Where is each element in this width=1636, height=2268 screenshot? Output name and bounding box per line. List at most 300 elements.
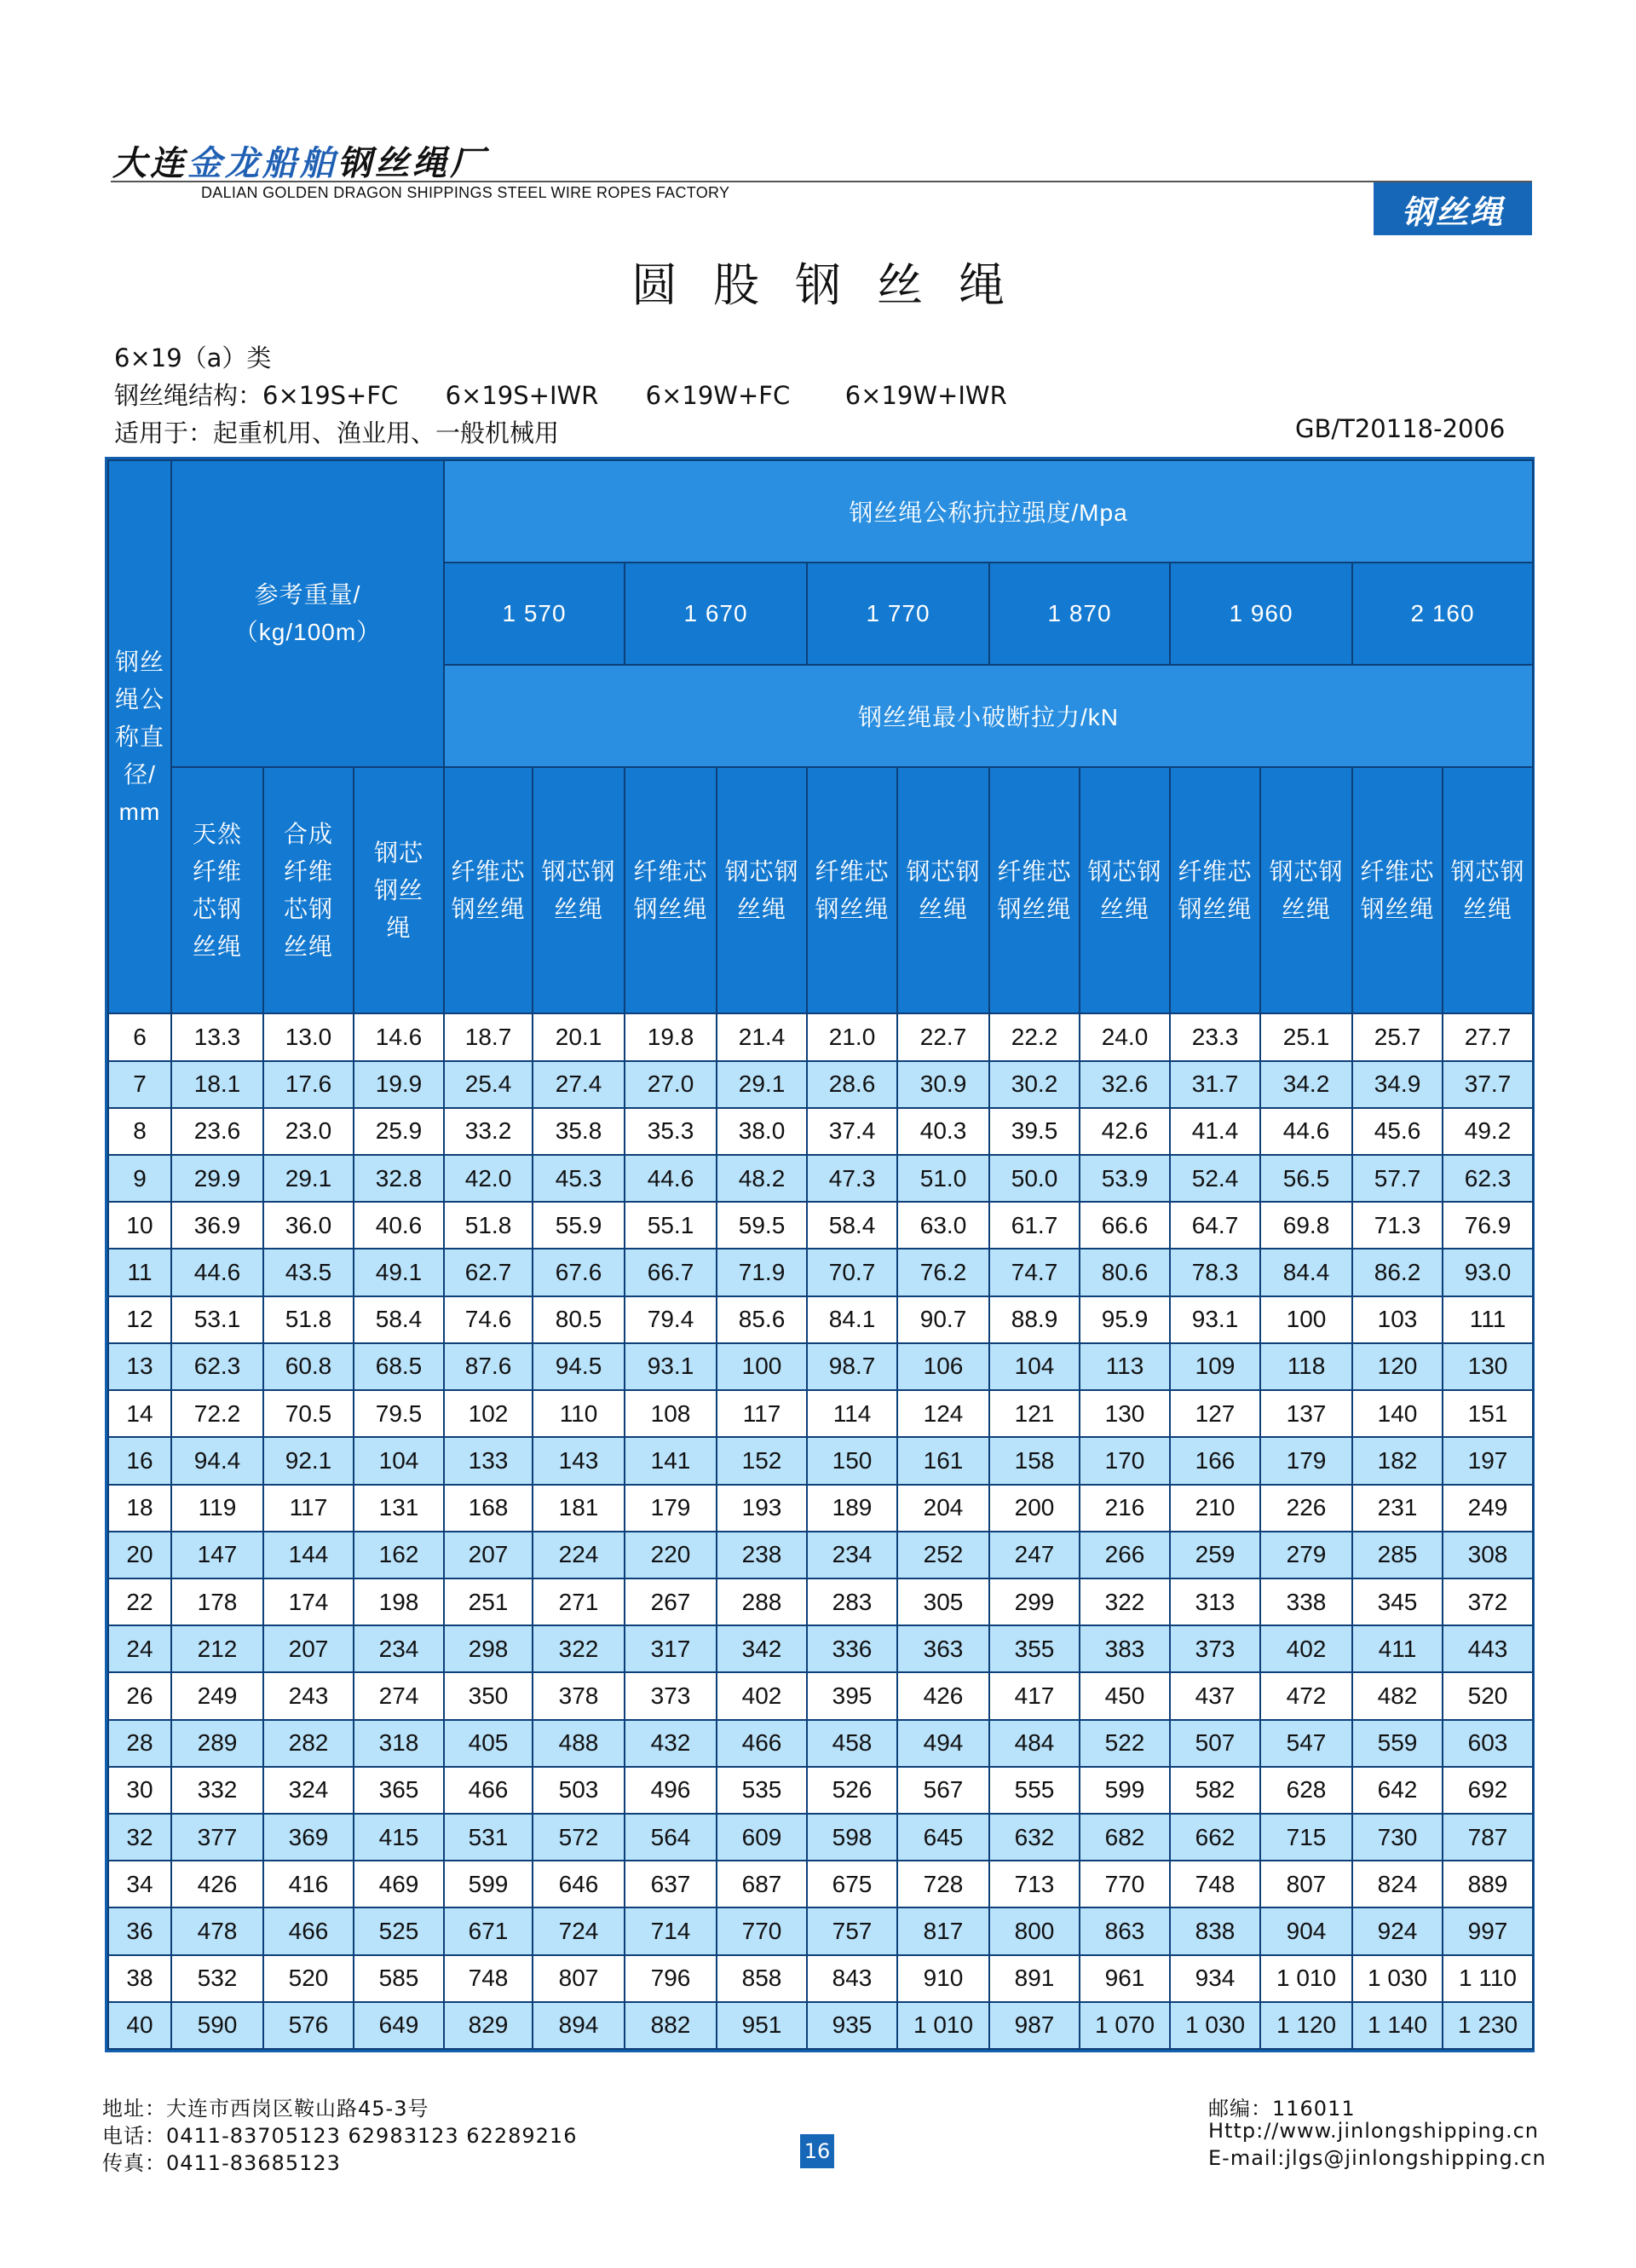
table-cell: 98.7 (807, 1343, 897, 1390)
table-cell: 39.5 (989, 1108, 1080, 1155)
table-cell: 243 (263, 1672, 354, 1719)
table-cell: 71.3 (1352, 1202, 1443, 1249)
table-cell: 488 (533, 1720, 625, 1767)
table-cell: 377 (171, 1814, 263, 1861)
table-cell: 961 (1080, 1955, 1170, 2002)
table-cell: 313 (1170, 1578, 1260, 1625)
table-cell: 40.3 (897, 1108, 989, 1155)
table-cell: 27.0 (625, 1061, 717, 1108)
table-cell: 405 (444, 1720, 533, 1767)
table-cell: 147 (171, 1532, 263, 1578)
table-cell: 599 (444, 1861, 533, 1907)
table-cell: 748 (444, 1955, 533, 2002)
table-cell: 41.4 (1170, 1108, 1260, 1155)
table-cell: 730 (1352, 1814, 1443, 1861)
table-cell: 60.8 (263, 1343, 354, 1390)
table-cell: 671 (444, 1907, 533, 1954)
table-cell: 150 (807, 1437, 897, 1484)
rope-category: 6×19（a）类 (114, 343, 272, 372)
table-cell: 336 (807, 1625, 897, 1672)
table-cell: 18.7 (444, 1013, 533, 1060)
table-cell: 144 (263, 1532, 354, 1578)
diameter-cell: 9 (108, 1155, 171, 1202)
spec-table (105, 457, 1535, 2052)
table-cell: 363 (897, 1625, 989, 1672)
table-cell: 402 (717, 1672, 807, 1719)
table-cell: 58.4 (354, 1296, 444, 1343)
table-cell: 189 (807, 1485, 897, 1532)
table-cell: 21.4 (717, 1013, 807, 1060)
diameter-cell: 40 (108, 2002, 171, 2049)
diameter-cell: 18 (108, 1485, 171, 1532)
table-cell: 863 (1080, 1907, 1170, 1954)
table-cell: 378 (533, 1672, 625, 1719)
table-cell: 234 (807, 1532, 897, 1578)
table-cell: 88.9 (989, 1296, 1080, 1343)
table-cell: 829 (444, 2002, 533, 2049)
header-fiber-core: 纤维芯钢丝绳 (989, 767, 1080, 1013)
table-cell: 603 (1443, 1720, 1533, 1767)
table-cell: 94.4 (171, 1437, 263, 1484)
header-fiber-core: 纤维芯钢丝绳 (625, 767, 717, 1013)
table-cell: 179 (625, 1485, 717, 1532)
table-cell: 17.6 (263, 1061, 354, 1108)
table-cell: 271 (533, 1578, 625, 1625)
table-cell: 45.3 (533, 1155, 625, 1202)
table-cell: 426 (897, 1672, 989, 1719)
table-cell: 70.7 (807, 1249, 897, 1296)
table-cell: 76.9 (1443, 1202, 1533, 1249)
table-cell: 637 (625, 1861, 717, 1907)
table-cell: 20.1 (533, 1013, 625, 1060)
table-cell: 93.0 (1443, 1249, 1533, 1296)
diameter-cell: 24 (108, 1625, 171, 1672)
brand-name-en: DALIAN GOLDEN DRAGON SHIPPINGS STEEL WIRE ROPES FACTORY (201, 184, 730, 201)
table-cell: 13.3 (171, 1013, 263, 1060)
table-cell: 44.6 (171, 1249, 263, 1296)
diameter-cell: 10 (108, 1202, 171, 1249)
table-cell: 64.7 (1170, 1202, 1260, 1249)
table-cell: 29.1 (263, 1155, 354, 1202)
table-cell: 108 (625, 1390, 717, 1437)
table-cell: 484 (989, 1720, 1080, 1767)
table-cell: 289 (171, 1720, 263, 1767)
table-cell: 282 (263, 1720, 354, 1767)
table-cell: 58.4 (807, 1202, 897, 1249)
header-strength: 钢丝绳公称抗拉强度/Mpa (444, 460, 1533, 563)
table-cell: 87.6 (444, 1343, 533, 1390)
table-cell: 62.3 (1443, 1155, 1533, 1202)
table-cell: 127 (1170, 1390, 1260, 1437)
table-cell: 86.2 (1352, 1249, 1443, 1296)
table-cell: 100 (1260, 1296, 1352, 1343)
table-cell: 526 (807, 1767, 897, 1814)
table-cell: 66.7 (625, 1249, 717, 1296)
table-cell: 23.3 (1170, 1013, 1260, 1060)
table-cell: 1 010 (897, 2002, 989, 2049)
table-cell: 687 (717, 1861, 807, 1907)
table-cell: 25.4 (444, 1061, 533, 1108)
table-cell: 1 120 (1260, 2002, 1352, 2049)
table-cell: 987 (989, 2002, 1080, 2049)
brand-city: 大连 (112, 144, 187, 183)
table-cell: 35.8 (533, 1108, 625, 1155)
table-row (108, 1907, 1533, 1954)
table-cell: 402 (1260, 1625, 1352, 1672)
table-cell: 1 030 (1170, 2002, 1260, 2049)
table-cell: 951 (717, 2002, 807, 2049)
table-cell: 395 (807, 1672, 897, 1719)
brand-factory: 钢丝绳厂 (337, 144, 487, 183)
table-cell: 55.1 (625, 1202, 717, 1249)
table-cell: 520 (263, 1955, 354, 2002)
table-cell: 372 (1443, 1578, 1533, 1625)
table-cell: 21.0 (807, 1013, 897, 1060)
table-cell: 76.2 (897, 1249, 989, 1296)
table-cell: 894 (533, 2002, 625, 2049)
table-cell: 109 (1170, 1343, 1260, 1390)
table-cell: 934 (1170, 1955, 1260, 2002)
footer-postcode: 邮编：116011 (1208, 2097, 1356, 2121)
table-cell: 715 (1260, 1814, 1352, 1861)
header-fiber-core: 纤维芯钢丝绳 (807, 767, 897, 1013)
table-cell: 37.4 (807, 1108, 897, 1155)
table-row (108, 1296, 1533, 1343)
table-cell: 824 (1352, 1861, 1443, 1907)
header-grade: 1 960 (1170, 563, 1352, 665)
table-cell: 141 (625, 1437, 717, 1484)
footer-fax: 传真：0411-83685123 (102, 2151, 341, 2175)
table-cell: 25.1 (1260, 1013, 1352, 1060)
table-cell: 432 (625, 1720, 717, 1767)
table-cell: 181 (533, 1485, 625, 1532)
table-cell: 162 (354, 1532, 444, 1578)
table-cell: 466 (717, 1720, 807, 1767)
table-cell: 31.7 (1170, 1061, 1260, 1108)
table-cell: 130 (1443, 1343, 1533, 1390)
table-cell: 57.7 (1352, 1155, 1443, 1202)
table-cell: 469 (354, 1861, 444, 1907)
table-row (108, 1625, 1533, 1672)
table-row (108, 1249, 1533, 1296)
table-cell: 51.8 (263, 1296, 354, 1343)
table-cell: 889 (1443, 1861, 1533, 1907)
table-cell: 724 (533, 1907, 625, 1954)
table-cell: 496 (625, 1767, 717, 1814)
table-cell: 168 (444, 1485, 533, 1532)
table-cell: 158 (989, 1437, 1080, 1484)
table-cell: 507 (1170, 1720, 1260, 1767)
table-cell: 182 (1352, 1437, 1443, 1484)
header-breaking-force: 钢丝绳最小破断拉力/kN (444, 665, 1533, 767)
footer-phone: 电话：0411-83705123 62983123 62289216 (102, 2124, 578, 2148)
table-cell: 56.5 (1260, 1155, 1352, 1202)
table-cell: 838 (1170, 1907, 1260, 1954)
table-cell: 1 110 (1443, 1955, 1533, 2002)
table-cell: 166 (1170, 1437, 1260, 1484)
table-cell: 32.8 (354, 1155, 444, 1202)
table-cell: 322 (533, 1625, 625, 1672)
header-natural-fiber-core: 天然纤维芯钢丝绳 (171, 767, 263, 1013)
table-cell: 757 (807, 1907, 897, 1954)
table-cell: 283 (807, 1578, 897, 1625)
table-cell: 713 (989, 1861, 1080, 1907)
table-cell: 117 (717, 1390, 807, 1437)
table-row (108, 2002, 1533, 2049)
table-cell: 197 (1443, 1437, 1533, 1484)
table-cell: 40.6 (354, 1202, 444, 1249)
table-cell: 67.6 (533, 1249, 625, 1296)
diameter-cell: 28 (108, 1720, 171, 1767)
table-cell: 503 (533, 1767, 625, 1814)
table-cell: 124 (897, 1390, 989, 1437)
table-cell: 628 (1260, 1767, 1352, 1814)
table-cell: 92.1 (263, 1437, 354, 1484)
table-cell: 161 (897, 1437, 989, 1484)
diameter-cell: 12 (108, 1296, 171, 1343)
table-cell: 79.4 (625, 1296, 717, 1343)
table-cell: 590 (171, 2002, 263, 2049)
table-cell: 78.3 (1170, 1249, 1260, 1296)
table-cell: 143 (533, 1437, 625, 1484)
table-cell: 62.3 (171, 1343, 263, 1390)
header-steel-core: 钢芯钢丝绳 (1080, 767, 1170, 1013)
table-cell: 365 (354, 1767, 444, 1814)
table-cell: 43.5 (263, 1249, 354, 1296)
header-fiber-core: 纤维芯钢丝绳 (1170, 767, 1260, 1013)
header-grade: 1 670 (625, 563, 807, 665)
diameter-cell: 14 (108, 1390, 171, 1437)
table-cell: 924 (1352, 1907, 1443, 1954)
table-cell: 32.6 (1080, 1061, 1170, 1108)
table-cell: 675 (807, 1861, 897, 1907)
table-cell: 342 (717, 1625, 807, 1672)
table-cell: 50.0 (989, 1155, 1080, 1202)
table-cell: 210 (1170, 1485, 1260, 1532)
table-cell: 49.1 (354, 1249, 444, 1296)
table-cell: 59.5 (717, 1202, 807, 1249)
table-cell: 416 (263, 1861, 354, 1907)
header-grade: 2 160 (1352, 563, 1533, 665)
table-cell: 104 (354, 1437, 444, 1484)
table-cell: 383 (1080, 1625, 1170, 1672)
table-cell: 997 (1443, 1907, 1533, 1954)
table-cell: 1 070 (1080, 2002, 1170, 2049)
table-cell: 44.6 (1260, 1108, 1352, 1155)
table-row (108, 1720, 1533, 1767)
table-cell: 35.3 (625, 1108, 717, 1155)
table-cell: 249 (171, 1672, 263, 1719)
header-rule (111, 181, 1532, 182)
diameter-cell: 38 (108, 1955, 171, 2002)
table-cell: 234 (354, 1625, 444, 1672)
table-cell: 72.2 (171, 1390, 263, 1437)
table-cell: 120 (1352, 1343, 1443, 1390)
table-cell: 140 (1352, 1390, 1443, 1437)
table-cell: 796 (625, 1955, 717, 2002)
table-row (108, 1532, 1533, 1578)
header-steel-core: 钢芯钢丝绳 (1260, 767, 1352, 1013)
table-cell: 520 (1443, 1672, 1533, 1719)
table-cell: 748 (1170, 1861, 1260, 1907)
table-cell: 28.6 (807, 1061, 897, 1108)
table-row (108, 1108, 1533, 1155)
table-cell: 645 (897, 1814, 989, 1861)
diameter-cell: 11 (108, 1249, 171, 1296)
table-cell: 103 (1352, 1296, 1443, 1343)
table-cell: 38.0 (717, 1108, 807, 1155)
table-cell: 525 (354, 1907, 444, 1954)
standard-code: GB/T20118-2006 (1295, 414, 1506, 443)
table-cell: 53.9 (1080, 1155, 1170, 1202)
table-cell: 1 010 (1260, 1955, 1352, 2002)
rope-structure: 钢丝绳结构：6×19S+FC 6×19S+IWR 6×19W+FC 6×19W+IWR (114, 381, 1007, 410)
table-cell: 53.1 (171, 1296, 263, 1343)
table-cell: 332 (171, 1767, 263, 1814)
table-cell: 535 (717, 1767, 807, 1814)
table-cell: 71.9 (717, 1249, 807, 1296)
table-cell: 27.4 (533, 1061, 625, 1108)
table-row (108, 1814, 1533, 1861)
header-fiber-core: 纤维芯钢丝绳 (444, 767, 533, 1013)
table-cell: 23.0 (263, 1108, 354, 1155)
brand-highlight: 金龙船舶 (187, 144, 337, 183)
table-cell: 216 (1080, 1485, 1170, 1532)
header-fiber-core: 纤维芯钢丝绳 (1352, 767, 1443, 1013)
page-number: 16 (800, 2134, 834, 2168)
table-cell: 94.5 (533, 1343, 625, 1390)
table-cell: 111 (1443, 1296, 1533, 1343)
table-cell: 74.6 (444, 1296, 533, 1343)
table-cell: 482 (1352, 1672, 1443, 1719)
table-cell: 45.6 (1352, 1108, 1443, 1155)
table-cell: 226 (1260, 1485, 1352, 1532)
table-cell: 318 (354, 1720, 444, 1767)
table-cell: 66.6 (1080, 1202, 1170, 1249)
table-cell: 23.6 (171, 1108, 263, 1155)
table-cell: 204 (897, 1485, 989, 1532)
table-cell: 531 (444, 1814, 533, 1861)
table-cell: 13.0 (263, 1013, 354, 1060)
table-cell: 662 (1170, 1814, 1260, 1861)
table-cell: 417 (989, 1672, 1080, 1719)
diameter-cell: 20 (108, 1532, 171, 1578)
table-cell: 69.8 (1260, 1202, 1352, 1249)
table-cell: 61.7 (989, 1202, 1080, 1249)
table-cell: 1 230 (1443, 2002, 1533, 2049)
table-cell: 42.0 (444, 1155, 533, 1202)
table-row (108, 1672, 1533, 1719)
table-cell: 472 (1260, 1672, 1352, 1719)
table-cell: 324 (263, 1767, 354, 1814)
table-cell: 93.1 (625, 1343, 717, 1390)
table-cell: 649 (354, 2002, 444, 2049)
table-cell: 532 (171, 1955, 263, 2002)
table-cell: 79.5 (354, 1390, 444, 1437)
table-cell: 131 (354, 1485, 444, 1532)
table-cell: 22.2 (989, 1013, 1080, 1060)
table-cell: 44.6 (625, 1155, 717, 1202)
table-row (108, 1155, 1533, 1202)
table-cell: 426 (171, 1861, 263, 1907)
table-cell: 567 (897, 1767, 989, 1814)
diameter-cell: 22 (108, 1578, 171, 1625)
table-cell: 80.5 (533, 1296, 625, 1343)
table-row (108, 1437, 1533, 1484)
table-cell: 36.0 (263, 1202, 354, 1249)
table-cell: 30.9 (897, 1061, 989, 1108)
table-cell: 174 (263, 1578, 354, 1625)
table-cell: 198 (354, 1578, 444, 1625)
table-cell: 555 (989, 1767, 1080, 1814)
table-cell: 288 (717, 1578, 807, 1625)
table-cell: 252 (897, 1532, 989, 1578)
table-cell: 373 (625, 1672, 717, 1719)
table-row (108, 1061, 1533, 1108)
table-cell: 807 (1260, 1861, 1352, 1907)
header-steel-core: 钢芯钢丝绳 (717, 767, 807, 1013)
table-cell: 800 (989, 1907, 1080, 1954)
table-cell: 714 (625, 1907, 717, 1954)
table-cell: 1 140 (1352, 2002, 1443, 2049)
table-cell: 34.2 (1260, 1061, 1352, 1108)
table-cell: 858 (717, 1955, 807, 2002)
diameter-cell: 36 (108, 1907, 171, 1954)
table-cell: 609 (717, 1814, 807, 1861)
table-cell: 231 (1352, 1485, 1443, 1532)
table-cell: 25.9 (354, 1108, 444, 1155)
table-cell: 559 (1352, 1720, 1443, 1767)
table-cell: 443 (1443, 1625, 1533, 1672)
footer-email[interactable]: E-mail:jlgs@jinlongshipping.cn (1208, 2146, 1547, 2170)
table-cell: 266 (1080, 1532, 1170, 1578)
table-cell: 121 (989, 1390, 1080, 1437)
table-cell: 29.9 (171, 1155, 263, 1202)
table-cell: 415 (354, 1814, 444, 1861)
table-cell: 355 (989, 1625, 1080, 1672)
table-cell: 85.6 (717, 1296, 807, 1343)
table-cell: 910 (897, 1955, 989, 2002)
table-cell: 36.9 (171, 1202, 263, 1249)
table-cell: 119 (171, 1485, 263, 1532)
table-cell: 22.7 (897, 1013, 989, 1060)
table-cell: 305 (897, 1578, 989, 1625)
table-cell: 251 (444, 1578, 533, 1625)
table-cell: 179 (1260, 1437, 1352, 1484)
table-cell: 322 (1080, 1578, 1170, 1625)
table-cell: 42.6 (1080, 1108, 1170, 1155)
table-cell: 522 (1080, 1720, 1170, 1767)
table-row (108, 1767, 1533, 1814)
table-cell: 130 (1080, 1390, 1170, 1437)
header-synthetic-fiber-core: 合成纤维芯钢丝绳 (263, 767, 354, 1013)
table-cell: 466 (263, 1907, 354, 1954)
table-row (108, 1202, 1533, 1249)
table-cell: 642 (1352, 1767, 1443, 1814)
table-cell: 682 (1080, 1814, 1170, 1861)
table-cell: 62.7 (444, 1249, 533, 1296)
table-cell: 102 (444, 1390, 533, 1437)
table-cell: 599 (1080, 1767, 1170, 1814)
table-cell: 113 (1080, 1343, 1170, 1390)
table-cell: 49.2 (1443, 1108, 1533, 1155)
table-cell: 55.9 (533, 1202, 625, 1249)
diameter-cell: 30 (108, 1767, 171, 1814)
footer-website[interactable]: Http://www.jinlongshipping.cn (1208, 2119, 1540, 2143)
table-cell: 249 (1443, 1485, 1533, 1532)
diameter-cell: 32 (108, 1814, 171, 1861)
table-cell: 274 (354, 1672, 444, 1719)
